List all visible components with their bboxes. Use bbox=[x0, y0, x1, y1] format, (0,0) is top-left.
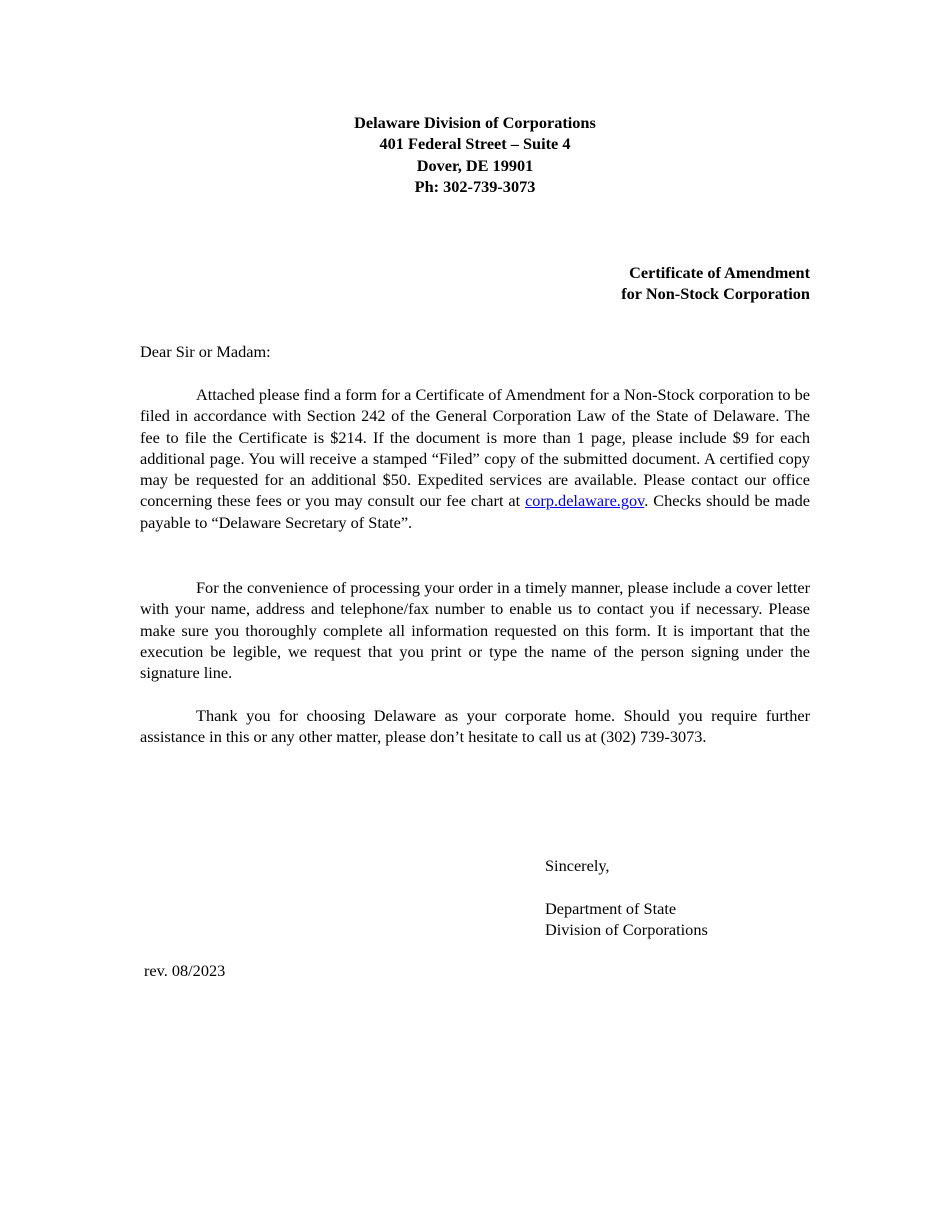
department-line: Department of State bbox=[545, 898, 677, 918]
salutation: Dear Sir or Madam: bbox=[140, 342, 271, 361]
org-phone: Ph: 302-739-3073 bbox=[414, 176, 536, 196]
paragraph-fees-text: Attached please find a form for a Certificate of Amendment for a Non-Stock corporation to be filed in accordance with Section 242 of the General Corporation Law of the State of Delaware. The fee to file the Certificate is $214. If the document is more than 1 page, please include $9 for each additional page. You will receive a stamped “Filed” copy of the submitted document. A certified copy may be requested for an additional $50. Expedited services are available. Please contact our office concerning these fees or you may consult our fee chart at bbox=[140, 385, 810, 511]
org-street: 401 Federal Street – Suite 4 bbox=[379, 134, 571, 154]
title-line-1: Certificate of Amendment bbox=[629, 263, 810, 282]
corp-website-link[interactable]: corp.delaware.gov bbox=[525, 491, 645, 511]
org-name: Delaware Division of Corporations bbox=[354, 113, 596, 132]
paragraph-instructions: For the convenience of processing your order in a timely manner, please include a cover letter with your name, address and telephone/fax number to enable us to contact you if necessary. Please make sure you thoroughly complete all information requested on this form. It is important that the execution be legible, we request that you print or type the name of the person signing under the signature line. bbox=[140, 578, 810, 683]
paragraph-fees bbox=[140, 384, 810, 533]
spacer bbox=[545, 876, 708, 897]
revision-note: rev. 08/2023 bbox=[144, 961, 226, 980]
letterhead bbox=[0, 112, 950, 197]
document-title bbox=[621, 262, 810, 305]
sign-off: Sincerely, bbox=[545, 856, 610, 875]
division-line: Division of Corporations bbox=[545, 919, 708, 939]
title-line-2: for Non-Stock Corporation bbox=[621, 284, 810, 304]
paragraph-thanks: Thank you for choosing Delaware as your corporate home. Should you require further assistance in this or any other matter, please don’t hesitate to call us at (302) 739-3073. bbox=[140, 706, 810, 747]
paragraph-fees-tail: . Checks should be made payable to “Delaware Secretary of State”. bbox=[140, 491, 810, 532]
closing-block bbox=[545, 855, 708, 940]
org-city: Dover, DE 19901 bbox=[416, 155, 534, 175]
